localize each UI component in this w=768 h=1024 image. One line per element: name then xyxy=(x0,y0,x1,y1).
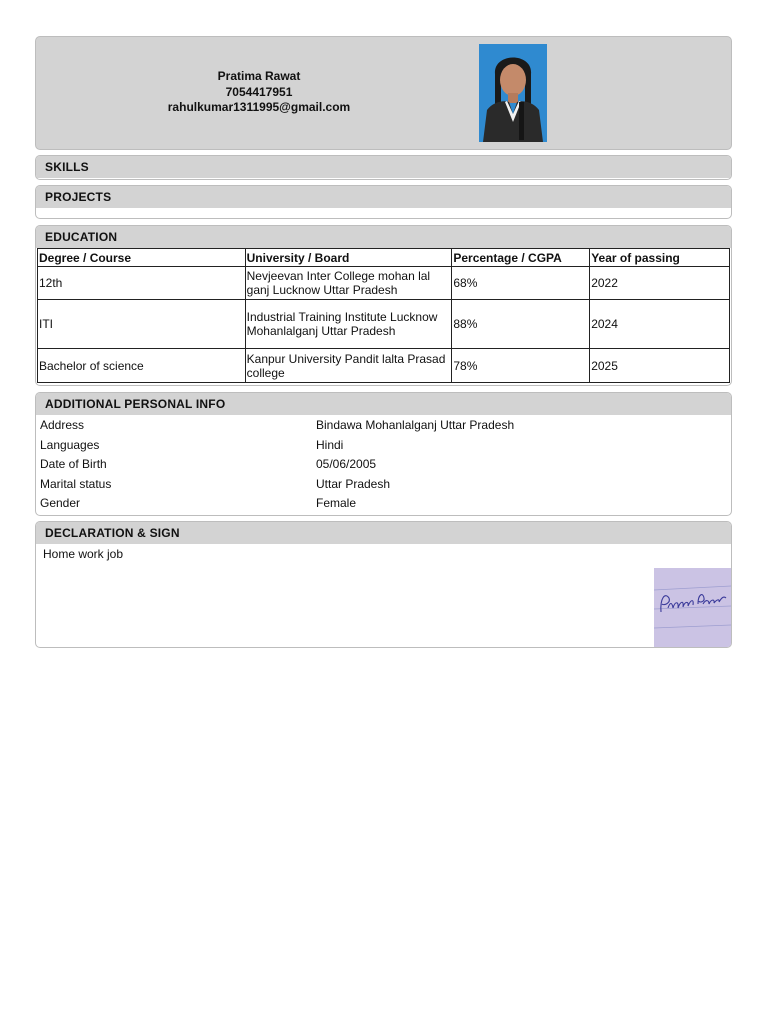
email-address: rahulkumar1311995@gmail.com xyxy=(167,100,351,114)
col-university: University / Board xyxy=(245,249,452,267)
education-section xyxy=(35,225,732,386)
table-row xyxy=(38,349,730,383)
info-row-gender xyxy=(36,494,731,514)
phone-number: 7054417951 xyxy=(225,84,293,99)
percentage-cell: 68% xyxy=(452,267,590,300)
year-cell: 2022 xyxy=(590,267,730,300)
info-label: Address xyxy=(40,418,85,432)
info-label: Marital status xyxy=(40,476,112,491)
info-row-marital-status xyxy=(36,475,731,495)
university-cell: Industrial Training Institute Lucknow Mohanlalganj Uttar Pradesh xyxy=(245,300,452,349)
declaration-section xyxy=(35,521,732,648)
info-row-languages xyxy=(36,436,731,456)
year-cell: 2024 xyxy=(590,300,730,349)
profile-photo xyxy=(479,44,547,142)
degree-cell: ITI xyxy=(38,300,246,349)
education-table xyxy=(37,248,730,383)
percentage-cell: 78% xyxy=(452,349,590,383)
info-value: 05/06/2005 xyxy=(316,457,377,471)
info-list xyxy=(36,415,731,514)
info-value: Bindawa Mohanlalganj Uttar Pradesh xyxy=(316,418,515,432)
contact-block xyxy=(36,69,482,116)
candidate-name: Pratima Rawat xyxy=(217,69,301,83)
projects-section xyxy=(35,185,732,219)
projects-heading: PROJECTS xyxy=(36,186,731,208)
additional-info-heading: ADDITIONAL PERSONAL INFO xyxy=(36,393,731,415)
degree-cell: 12th xyxy=(38,267,246,300)
percentage-cell: 88% xyxy=(452,300,590,349)
degree-cell: Bachelor of science xyxy=(38,349,246,383)
table-row xyxy=(38,300,730,349)
declaration-heading: DECLARATION & SIGN xyxy=(36,522,731,544)
info-label: Gender xyxy=(40,496,81,510)
info-row-address xyxy=(36,416,731,436)
university-cell: Nevjeevan Inter College mohan lal ganj Lucknow Uttar Pradesh xyxy=(245,267,452,300)
profile-header xyxy=(35,36,732,150)
year-cell: 2025 xyxy=(590,349,730,383)
info-label: Date of Birth xyxy=(40,457,107,471)
info-label: Languages xyxy=(40,437,100,452)
university-cell: Kanpur University Pandit lalta Prasad college xyxy=(245,349,452,383)
col-year: Year of passing xyxy=(590,249,730,267)
table-row xyxy=(38,267,730,300)
skills-heading: SKILLS xyxy=(36,156,731,178)
declaration-text: Home work job xyxy=(43,547,124,561)
skills-section xyxy=(35,155,732,180)
info-value: Hindi xyxy=(316,437,344,452)
col-degree: Degree / Course xyxy=(38,249,246,267)
education-heading: EDUCATION xyxy=(36,226,731,248)
col-percentage: Percentage / CGPA xyxy=(452,249,590,267)
info-value: Uttar Pradesh xyxy=(316,476,391,491)
table-header-row xyxy=(38,249,730,267)
signature-image xyxy=(654,568,731,647)
info-row-dob xyxy=(36,455,731,475)
additional-info-section xyxy=(35,392,732,516)
info-value: Female xyxy=(316,496,357,510)
